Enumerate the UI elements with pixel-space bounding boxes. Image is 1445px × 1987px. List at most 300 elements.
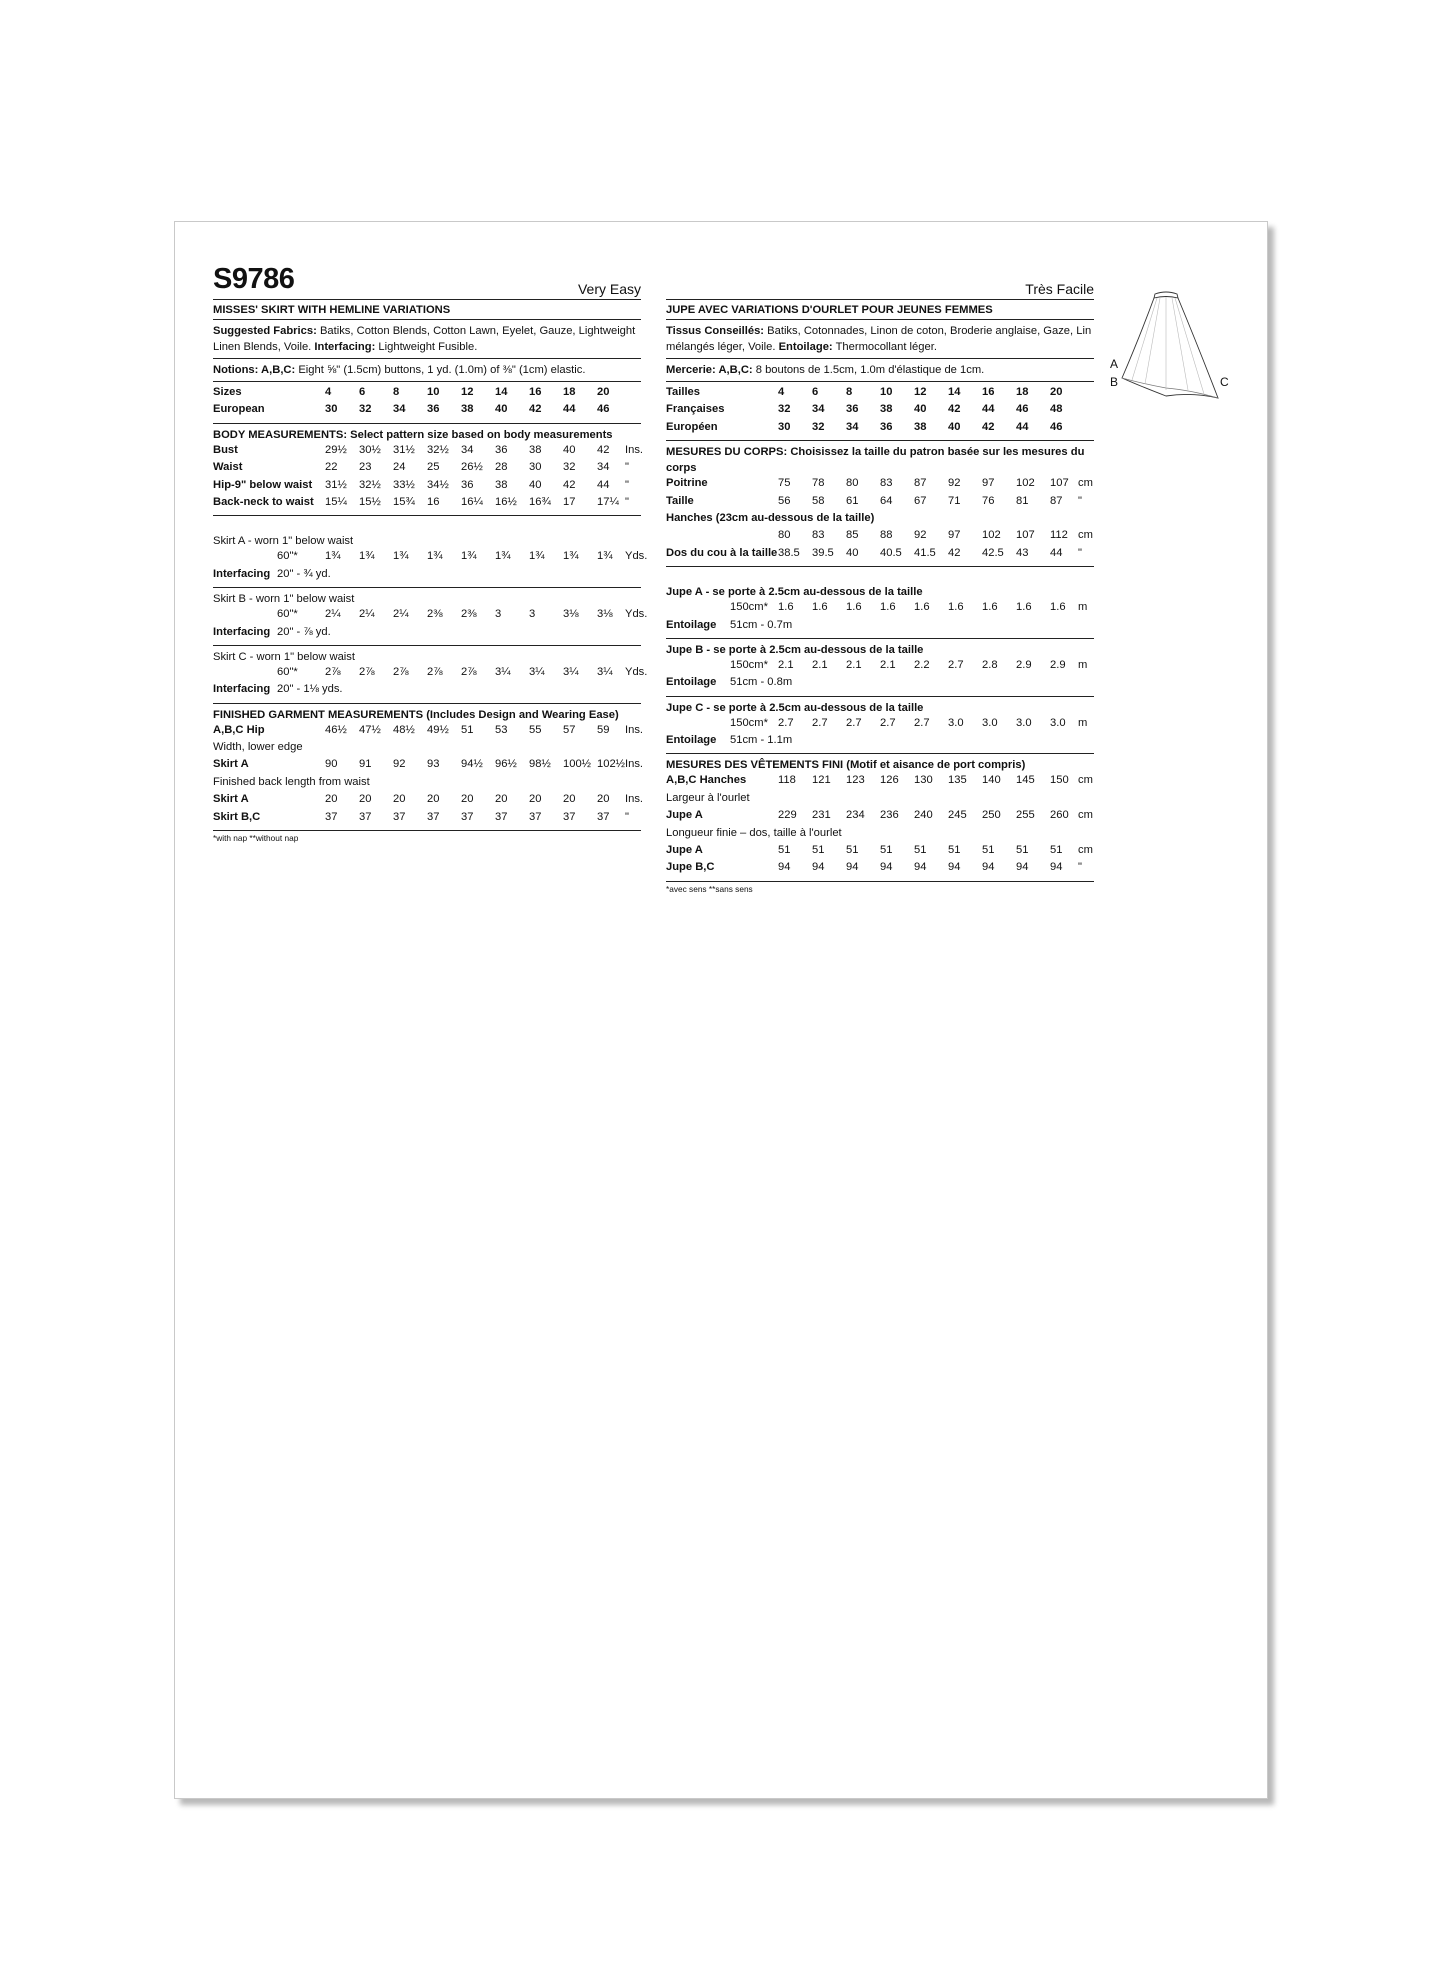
row-value: 91 bbox=[359, 758, 372, 771]
row-value: 118 bbox=[778, 774, 796, 787]
row-value: 30 bbox=[778, 420, 791, 433]
row-value: 3 bbox=[495, 608, 502, 621]
row-value: 2.2 bbox=[914, 658, 930, 671]
row-value: 2.9 bbox=[1016, 658, 1032, 671]
row-value: 16¼ bbox=[461, 495, 483, 508]
row-value: 80 bbox=[778, 529, 791, 542]
interfacing-row bbox=[213, 682, 641, 699]
row-value: 97 bbox=[948, 529, 961, 542]
row-value: 3.0 bbox=[982, 716, 998, 729]
row-value: 83 bbox=[812, 529, 825, 542]
row-label: European bbox=[213, 403, 265, 416]
row-value: 20 bbox=[563, 793, 576, 806]
row-value: 36 bbox=[495, 443, 508, 456]
row-label: Poitrine bbox=[666, 477, 708, 490]
notions-label-fr: Mercerie: A,B,C: bbox=[666, 364, 753, 376]
row-unit: Ins. bbox=[625, 793, 644, 806]
row-value: 2.7 bbox=[812, 716, 828, 729]
row-value: 51 bbox=[1016, 844, 1029, 857]
yardage-row bbox=[666, 716, 1094, 733]
row-value: 34 bbox=[812, 403, 825, 416]
yardage-block bbox=[213, 646, 648, 704]
row-value: 80 bbox=[846, 477, 859, 490]
row-value: 51 bbox=[1050, 844, 1063, 857]
row-value: 16 bbox=[529, 386, 542, 398]
row-label: Jupe B,C bbox=[666, 861, 715, 874]
row-value: 94 bbox=[1016, 861, 1029, 874]
row-value: 92 bbox=[914, 529, 927, 542]
difficulty-level-fr: Très Facile bbox=[1025, 281, 1094, 297]
row-value: 83 bbox=[880, 477, 893, 490]
row-value: 1¾ bbox=[563, 550, 579, 563]
body-row bbox=[666, 511, 1094, 528]
row-value: 2.1 bbox=[846, 658, 862, 671]
notions-text-fr: 8 boutons de 1.5cm, 1.0m d'élastique de 1cm. bbox=[755, 364, 985, 376]
row-value: 231 bbox=[812, 809, 831, 822]
row-value: 42 bbox=[529, 403, 542, 416]
row-unit: cm bbox=[1078, 477, 1093, 490]
skirt-illustration bbox=[1100, 286, 1230, 406]
row-unit: Yds. bbox=[625, 665, 648, 678]
row-value: 3¼ bbox=[495, 665, 511, 678]
row-value: 64 bbox=[880, 494, 893, 507]
row-label: A,B,C Hanches bbox=[666, 774, 747, 787]
finished-row bbox=[213, 740, 641, 757]
yardage-section bbox=[213, 530, 648, 703]
row-label: Back-neck to waist bbox=[213, 495, 314, 508]
row-value: 92 bbox=[393, 758, 406, 771]
row-value: 38.5 bbox=[778, 546, 800, 559]
english-column bbox=[213, 263, 648, 844]
row-value: 1.6 bbox=[982, 601, 998, 614]
row-value: 44 bbox=[597, 478, 610, 491]
row-value: 29½ bbox=[325, 443, 347, 456]
row-value: 33½ bbox=[393, 478, 415, 491]
row-value: 135 bbox=[948, 774, 967, 787]
row-value: 87 bbox=[914, 477, 927, 490]
row-value: 37 bbox=[359, 810, 372, 823]
view-heading: Skirt C - worn 1" below waist bbox=[213, 650, 355, 663]
notions-label: Notions: A,B,C: bbox=[213, 364, 296, 376]
body-row bbox=[213, 478, 641, 495]
row-unit: " bbox=[625, 478, 629, 491]
row-value: 2.9 bbox=[1050, 658, 1066, 671]
row-value: 145 bbox=[1016, 774, 1035, 787]
row-value: 32½ bbox=[427, 443, 449, 456]
row-value: 1.6 bbox=[1016, 601, 1032, 614]
row-value: 14 bbox=[948, 386, 961, 398]
row-value: 31½ bbox=[325, 478, 347, 491]
interfacing-value: 51cm - 0.7m bbox=[730, 618, 793, 631]
row-value: 51 bbox=[812, 844, 825, 857]
row-value: 20 bbox=[325, 793, 338, 806]
row-value: 126 bbox=[880, 774, 899, 787]
body-row bbox=[666, 528, 1094, 545]
interfacing-value: 20" - ⅞ yd. bbox=[277, 625, 331, 638]
yardage-block bbox=[666, 639, 1094, 697]
row-value: 26½ bbox=[461, 461, 483, 474]
row-value: 94 bbox=[812, 861, 825, 874]
row-value: 76 bbox=[982, 494, 995, 507]
view-heading: Jupe B - se porte à 2.5cm au-dessous de la taille bbox=[666, 643, 924, 656]
row-value: 2¼ bbox=[325, 608, 341, 621]
row-value: 20 bbox=[529, 793, 542, 806]
row-value: 34½ bbox=[427, 478, 449, 491]
row-value: 14 bbox=[495, 386, 508, 398]
row-value: 25 bbox=[427, 461, 440, 474]
view-heading: Skirt A - worn 1" below waist bbox=[213, 535, 354, 548]
row-label: A,B,C Hip bbox=[213, 723, 265, 736]
row-value: 4 bbox=[778, 386, 785, 398]
row-value: 20 bbox=[597, 386, 610, 398]
row-value: 34 bbox=[846, 420, 859, 433]
row-value: 88 bbox=[880, 529, 893, 542]
row-value: 94 bbox=[846, 861, 859, 874]
body-measurements-fr bbox=[666, 441, 1094, 567]
french-column bbox=[666, 271, 1094, 894]
row-value: 36 bbox=[427, 403, 440, 416]
fabric-width: 60"* bbox=[277, 665, 298, 678]
row-value: 100½ bbox=[563, 758, 591, 771]
row-unit: cm bbox=[1078, 809, 1093, 822]
row-value: 2.1 bbox=[812, 658, 828, 671]
interfacing-value: 51cm - 0.8m bbox=[730, 676, 793, 689]
row-value: 42 bbox=[982, 420, 995, 433]
row-value: 40 bbox=[846, 546, 859, 559]
row-value: 2.8 bbox=[982, 658, 998, 671]
body-row bbox=[666, 494, 1094, 511]
yardage-block bbox=[666, 581, 1094, 639]
fabrics-label: Suggested Fabrics: bbox=[213, 325, 317, 337]
row-value: 43 bbox=[1016, 546, 1029, 559]
body-row bbox=[213, 443, 644, 460]
row-value: 16 bbox=[982, 386, 995, 398]
row-value: 42.5 bbox=[982, 546, 1004, 559]
row-value: 102½ bbox=[597, 758, 625, 771]
row-label: Width, lower edge bbox=[213, 741, 303, 754]
row-value: 57 bbox=[563, 723, 576, 736]
finished-row bbox=[666, 860, 1094, 877]
row-value: 6 bbox=[359, 386, 366, 398]
row-value: 32 bbox=[563, 461, 576, 474]
row-value: 40 bbox=[495, 403, 508, 416]
row-value: 236 bbox=[880, 809, 899, 822]
row-value: 41.5 bbox=[914, 546, 936, 559]
row-value: 20 bbox=[1050, 386, 1063, 398]
row-label: Taille bbox=[666, 494, 694, 507]
row-value: 37 bbox=[529, 810, 542, 823]
interfacing-row bbox=[213, 625, 641, 642]
row-value: 30½ bbox=[359, 443, 381, 456]
row-unit: Yds. bbox=[625, 608, 648, 621]
body-row bbox=[213, 495, 641, 512]
row-value: 61 bbox=[846, 494, 859, 507]
interfacing-label-fr: Entoilage: bbox=[778, 341, 833, 353]
row-unit: Ins. bbox=[625, 758, 644, 771]
row-value: 56 bbox=[778, 494, 791, 507]
row-value: 1.6 bbox=[1050, 601, 1066, 614]
row-value: 85 bbox=[846, 529, 859, 542]
row-value: 38 bbox=[495, 478, 508, 491]
row-label: Tailles bbox=[666, 386, 700, 398]
row-value: 53 bbox=[495, 723, 508, 736]
fabrics-label-fr: Tissus Conseillés: bbox=[666, 325, 765, 337]
row-value: 3.0 bbox=[948, 716, 964, 729]
row-value: 94 bbox=[880, 861, 893, 874]
row-value: 107 bbox=[1016, 529, 1035, 542]
body-measurements bbox=[213, 424, 644, 517]
row-unit: Yds. bbox=[625, 550, 648, 563]
row-value: 34 bbox=[461, 443, 474, 456]
yardage-block bbox=[213, 530, 648, 588]
size-row bbox=[666, 402, 1094, 419]
yardage-row bbox=[213, 665, 648, 682]
row-label: Européen bbox=[666, 420, 718, 433]
fabric-width: 150cm* bbox=[730, 716, 768, 729]
body-row bbox=[666, 546, 1094, 563]
row-value: 20 bbox=[359, 793, 372, 806]
row-value: 51 bbox=[461, 723, 474, 736]
header bbox=[213, 263, 641, 300]
row-value: 34 bbox=[393, 403, 406, 416]
notions-section-fr bbox=[666, 359, 1094, 382]
row-value: 23 bbox=[359, 461, 372, 474]
row-value: 16 bbox=[427, 495, 440, 508]
row-unit: " bbox=[1078, 494, 1082, 507]
row-value: 75 bbox=[778, 477, 791, 490]
interfacing-label: Entoilage bbox=[666, 734, 717, 747]
row-value: 102 bbox=[1016, 477, 1035, 490]
row-value: 51 bbox=[948, 844, 961, 857]
row-value: 8 bbox=[846, 386, 853, 398]
row-value: 38 bbox=[529, 443, 542, 456]
row-value: 78 bbox=[812, 477, 825, 490]
interfacing-row bbox=[666, 733, 1094, 750]
row-label: Largeur à l'ourlet bbox=[666, 791, 750, 804]
row-value: 240 bbox=[914, 809, 933, 822]
row-value: 20 bbox=[461, 793, 474, 806]
row-value: 3¼ bbox=[597, 665, 613, 678]
interfacing-row bbox=[666, 675, 1094, 692]
row-value: 46 bbox=[1016, 403, 1029, 416]
row-value: 2¼ bbox=[359, 608, 375, 621]
fabrics-text-fr: Batiks, Cotonnades, Linon de coton, Broderie anglaise, Gaze, Lin mélangés léger, Voile. bbox=[666, 325, 1092, 353]
interfacing-text: Lightweight Fusible. bbox=[378, 341, 478, 353]
interfacing-label: Interfacing bbox=[213, 567, 271, 580]
interfacing-value: 20" - 1⅛ yds. bbox=[277, 683, 343, 696]
row-value: 3 bbox=[529, 608, 536, 621]
row-label: Longueur finie – dos, taille à l'ourlet bbox=[666, 826, 842, 839]
row-value: 130 bbox=[914, 774, 933, 787]
row-value: 2.1 bbox=[778, 658, 794, 671]
row-label: Françaises bbox=[666, 403, 725, 416]
finished-row bbox=[666, 843, 1094, 860]
view-heading: Jupe A - se porte à 2.5cm au-dessous de la taille bbox=[666, 586, 923, 599]
row-value: 37 bbox=[427, 810, 440, 823]
row-value: 44 bbox=[563, 403, 576, 416]
row-value: 94 bbox=[1050, 861, 1063, 874]
finished-row bbox=[666, 773, 1094, 790]
row-value: 24 bbox=[393, 461, 406, 474]
row-value: 48½ bbox=[393, 723, 415, 736]
row-value: 140 bbox=[982, 774, 1001, 787]
row-value: 98½ bbox=[529, 758, 551, 771]
row-value: 87 bbox=[1050, 494, 1063, 507]
row-value: 44 bbox=[982, 403, 995, 416]
row-value: 8 bbox=[393, 386, 400, 398]
yardage-row bbox=[666, 600, 1094, 617]
row-value: 10 bbox=[427, 386, 440, 398]
row-unit: m bbox=[1078, 716, 1088, 729]
finished-row bbox=[666, 826, 1094, 843]
interfacing-label: Entoilage bbox=[666, 676, 717, 689]
interfacing-value: 51cm - 1.1m bbox=[730, 734, 793, 747]
row-value: 1¾ bbox=[393, 550, 409, 563]
row-value: 32½ bbox=[359, 478, 381, 491]
interfacing-text-fr: Thermocollant léger. bbox=[835, 341, 937, 353]
interfacing-label: Interfacing bbox=[213, 625, 271, 638]
view-heading: Skirt B - worn 1" below waist bbox=[213, 593, 355, 606]
row-value: 40.5 bbox=[880, 546, 902, 559]
interfacing-label: Entoilage bbox=[666, 618, 717, 631]
row-value: 28 bbox=[495, 461, 508, 474]
row-value: 94 bbox=[982, 861, 995, 874]
view-label-c: C bbox=[1220, 375, 1229, 389]
row-unit: Ins. bbox=[625, 723, 644, 736]
fabric-width: 150cm* bbox=[730, 658, 768, 671]
row-value: 2¼ bbox=[393, 608, 409, 621]
row-value: 2.7 bbox=[948, 658, 964, 671]
row-value: 37 bbox=[461, 810, 474, 823]
yardage-block bbox=[213, 588, 648, 646]
row-unit: " bbox=[625, 461, 629, 474]
row-value: 3⅛ bbox=[597, 608, 613, 621]
row-value: 42 bbox=[948, 546, 961, 559]
row-value: 123 bbox=[846, 774, 865, 787]
yardage-block bbox=[666, 697, 1094, 755]
row-value: 18 bbox=[1016, 386, 1029, 398]
row-label: Bust bbox=[213, 443, 238, 456]
row-unit: cm bbox=[1078, 844, 1093, 857]
row-label: Sizes bbox=[213, 386, 242, 398]
size-row bbox=[666, 385, 1094, 402]
row-value: 12 bbox=[461, 386, 474, 398]
notions-section bbox=[213, 359, 641, 382]
row-value: 250 bbox=[982, 809, 1001, 822]
row-value: 93 bbox=[427, 758, 440, 771]
row-value: 2.7 bbox=[880, 716, 896, 729]
finished-row bbox=[666, 808, 1094, 825]
row-value: 32 bbox=[359, 403, 372, 416]
finished-measurements bbox=[213, 704, 644, 831]
pattern-envelope-sheet bbox=[174, 221, 1268, 1799]
view-label-a: A bbox=[1110, 357, 1119, 371]
row-value: 94 bbox=[948, 861, 961, 874]
finished-row bbox=[666, 791, 1094, 808]
row-value: 12 bbox=[914, 386, 927, 398]
row-value: 229 bbox=[778, 809, 797, 822]
row-value: 46 bbox=[597, 403, 610, 416]
body-row bbox=[213, 460, 641, 477]
row-value: 150 bbox=[1050, 774, 1069, 787]
row-value: 81 bbox=[1016, 494, 1029, 507]
row-value: 20 bbox=[427, 793, 440, 806]
notions-text: Eight ⅝" (1.5cm) buttons, 1 yd. (1.0m) of ⅜" (1cm) elastic. bbox=[298, 364, 586, 376]
body-heading: BODY MEASUREMENTS: Select pattern size based on body measurements bbox=[213, 428, 613, 441]
row-unit: m bbox=[1078, 658, 1088, 671]
row-value: 3¼ bbox=[529, 665, 545, 678]
row-value: 3.0 bbox=[1016, 716, 1032, 729]
fabrics-text: Batiks, Cotton Blends, Cotton Lawn, Eyelet, Gauze, Lightweight Linen Blends, Voile. bbox=[213, 325, 636, 353]
row-value: 2⅞ bbox=[461, 665, 477, 678]
fabric-width: 60"* bbox=[277, 550, 298, 563]
row-value: 1¾ bbox=[325, 550, 341, 563]
row-value: 15¾ bbox=[393, 495, 415, 508]
row-value: 121 bbox=[812, 774, 831, 787]
fabrics-section-fr bbox=[666, 320, 1094, 359]
row-unit: Ins. bbox=[625, 443, 644, 456]
row-value: 255 bbox=[1016, 809, 1035, 822]
footnote-fr: *avec sens **sans sens bbox=[666, 883, 753, 894]
size-row bbox=[666, 420, 1094, 437]
row-value: 3⅛ bbox=[563, 608, 579, 621]
row-value: 31½ bbox=[393, 443, 415, 456]
row-value: 38 bbox=[914, 420, 927, 433]
interfacing-label: Interfacing: bbox=[314, 341, 376, 353]
fabric-width: 60"* bbox=[277, 608, 298, 621]
row-value: 51 bbox=[914, 844, 927, 857]
row-value: 67 bbox=[914, 494, 927, 507]
row-value: 46 bbox=[1050, 420, 1063, 433]
row-value: 58 bbox=[812, 494, 825, 507]
row-value: 102 bbox=[982, 529, 1001, 542]
row-value: 37 bbox=[597, 810, 610, 823]
row-value: 96½ bbox=[495, 758, 517, 771]
row-value: 1.6 bbox=[778, 601, 794, 614]
row-unit: " bbox=[1078, 546, 1082, 559]
fabric-width: 150cm* bbox=[730, 601, 768, 614]
row-value: 40 bbox=[948, 420, 961, 433]
row-unit: cm bbox=[1078, 774, 1093, 787]
yardage-row bbox=[666, 658, 1094, 675]
yardage-row bbox=[213, 607, 648, 624]
size-row bbox=[213, 402, 641, 419]
row-value: 51 bbox=[778, 844, 791, 857]
row-value: 1.6 bbox=[948, 601, 964, 614]
row-value: 2.7 bbox=[778, 716, 794, 729]
row-value: 40 bbox=[914, 403, 927, 416]
row-value: 34 bbox=[597, 461, 610, 474]
row-value: 44 bbox=[1050, 546, 1063, 559]
finished-heading-fr: MESURES DES VÊTEMENTS FINI (Motif et aisance de port compris) bbox=[666, 759, 1026, 772]
row-value: 71 bbox=[948, 494, 961, 507]
row-value: 30 bbox=[529, 461, 542, 474]
row-value: 112 bbox=[1050, 529, 1068, 542]
view-heading: Jupe C - se porte à 2.5cm au-dessous de la taille bbox=[666, 701, 924, 714]
pattern-title-fr: JUPE AVEC VARIATIONS D'OURLET POUR JEUNES FEMMES bbox=[666, 300, 1094, 320]
row-value: 1¾ bbox=[427, 550, 443, 563]
row-value: 94½ bbox=[461, 758, 483, 771]
row-value: 59 bbox=[597, 723, 610, 736]
row-value: 94 bbox=[778, 861, 791, 874]
row-value: 2⅞ bbox=[427, 665, 443, 678]
row-value: 36 bbox=[880, 420, 893, 433]
body-row bbox=[666, 476, 1094, 493]
row-value: 38 bbox=[461, 403, 474, 416]
fabrics-section bbox=[213, 320, 641, 359]
row-value: 30 bbox=[325, 403, 338, 416]
finished-heading: FINISHED GARMENT MEASUREMENTS (Includes Design and Wearing Ease) bbox=[213, 708, 619, 721]
